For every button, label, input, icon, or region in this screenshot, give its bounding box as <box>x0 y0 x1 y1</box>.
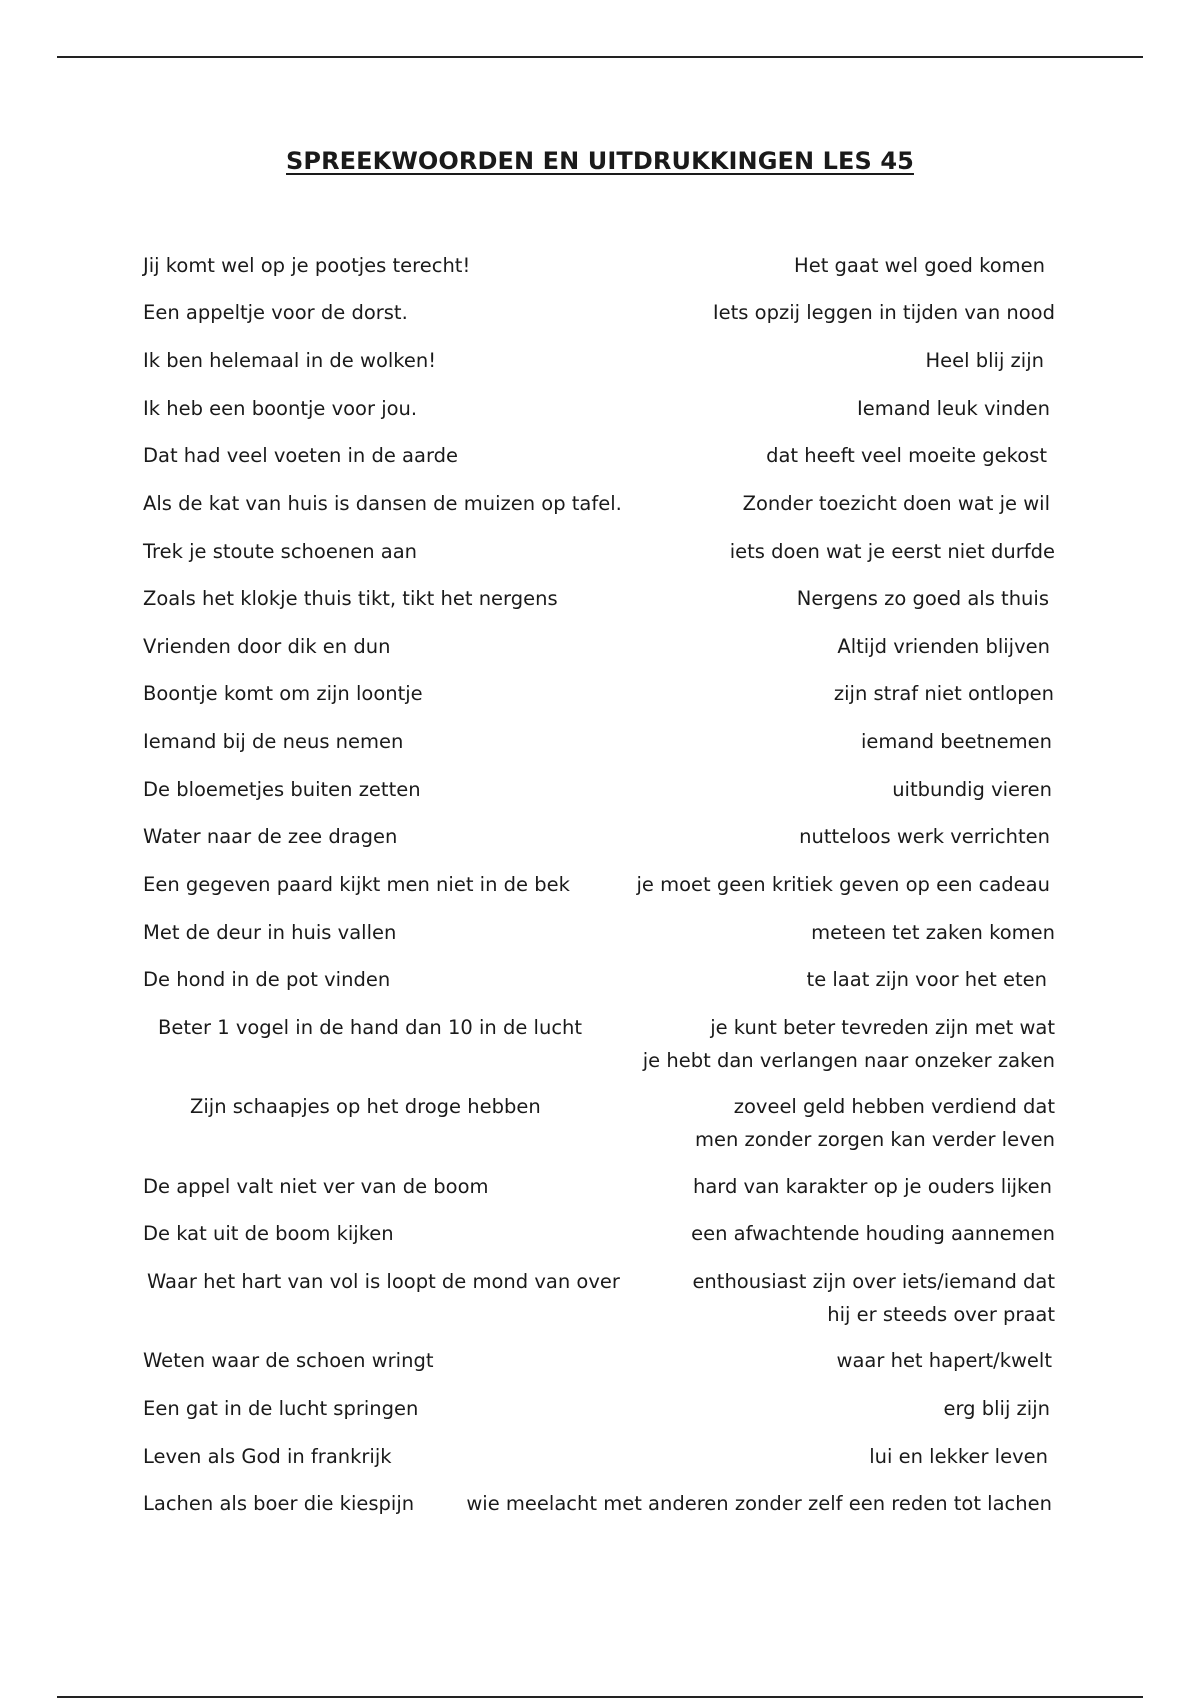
meaning: je kunt beter tevreden zijn met wat je hebt dan verlangen naar onzeker zaken <box>642 1016 1055 1072</box>
proverb: Beter 1 vogel in de hand dan 10 in de lucht <box>158 1016 583 1039</box>
proverb: Als de kat van huis is dansen de muizen op tafel. <box>143 492 622 515</box>
proverb: Een gat in de lucht springen <box>143 1397 419 1420</box>
meaning: meteen tet zaken komen <box>811 921 1055 944</box>
header-rule <box>57 56 1143 58</box>
proverb: Zijn schaapjes op het droge hebben <box>190 1095 541 1118</box>
meaning: enthousiast zijn over iets/iemand dat hij er steeds over praat <box>692 1270 1055 1326</box>
page-title: SPREEKWOORDEN EN UITDRUKKINGEN LES 45 <box>286 147 914 175</box>
proverb: De hond in de pot vinden <box>143 968 391 991</box>
proverb: Met de deur in huis vallen <box>143 921 397 944</box>
proverb: Zoals het klokje thuis tikt, tikt het nergens <box>143 587 558 610</box>
meaning: hard van karakter op je ouders lijken <box>693 1175 1052 1198</box>
proverb: Waar het hart van vol is loopt de mond van over <box>147 1270 620 1293</box>
meaning: Iemand leuk vinden <box>857 397 1050 420</box>
proverb: Trek je stoute schoenen aan <box>143 540 418 563</box>
proverb: De appel valt niet ver van de boom <box>143 1175 489 1198</box>
meaning: erg blij zijn <box>943 1397 1050 1420</box>
meaning: iets doen wat je eerst niet durfde <box>729 540 1055 563</box>
proverb: Weten waar de schoen wringt <box>143 1349 434 1372</box>
proverb: Een gegeven paard kijkt men niet in de bek <box>143 873 570 896</box>
proverb: De kat uit de boom kijken <box>143 1222 394 1245</box>
proverb: Boontje komt om zijn loontje <box>143 682 423 705</box>
meaning: lui en lekker leven <box>869 1445 1048 1468</box>
proverb: Ik ben helemaal in de wolken! <box>143 349 437 372</box>
proverb: Een appeltje voor de dorst. <box>143 301 408 324</box>
proverb: Lachen als boer die kiespijn <box>143 1492 415 1515</box>
proverb: Iemand bij de neus nemen <box>143 730 404 753</box>
meaning: iemand beetnemen <box>860 730 1052 753</box>
proverb: Jij komt wel op je pootjes terecht! <box>143 254 471 277</box>
meaning: uitbundig vieren <box>892 778 1052 801</box>
meaning: dat heeft veel moeite gekost <box>766 444 1047 467</box>
proverb: Leven als God in frankrijk <box>143 1445 392 1468</box>
meaning: waar het hapert/kwelt <box>836 1349 1052 1372</box>
meaning: Heel blij zijn <box>925 349 1044 372</box>
proverb: Vrienden door dik en dun <box>143 635 391 658</box>
meaning: wie meelacht met anderen zonder zelf een reden tot lachen <box>466 1492 1052 1515</box>
proverb: Dat had veel voeten in de aarde <box>143 444 459 467</box>
footer-rule <box>57 1696 1143 1698</box>
meaning: een afwachtende houding aannemen <box>691 1222 1055 1245</box>
proverb: Water naar de zee dragen <box>143 825 398 848</box>
meaning: Altijd vrienden blijven <box>837 635 1050 658</box>
meaning: nutteloos werk verrichten <box>799 825 1050 848</box>
meaning: Nergens zo goed als thuis <box>796 587 1049 610</box>
meaning: je moet geen kritiek geven op een cadeau <box>636 873 1050 896</box>
meaning: Het gaat wel goed komen <box>794 254 1045 277</box>
meaning: zijn straf niet ontlopen <box>833 682 1054 705</box>
meaning: te laat zijn voor het eten <box>806 968 1047 991</box>
meaning: zoveel geld hebben verdiend dat men zonder zorgen kan verder leven <box>694 1095 1055 1151</box>
proverb: De bloemetjes buiten zetten <box>143 778 421 801</box>
proverb: Ik heb een boontje voor jou. <box>143 397 418 420</box>
meaning: Iets opzij leggen in tijden van nood <box>712 301 1055 324</box>
meaning: Zonder toezicht doen wat je wil <box>742 492 1050 515</box>
